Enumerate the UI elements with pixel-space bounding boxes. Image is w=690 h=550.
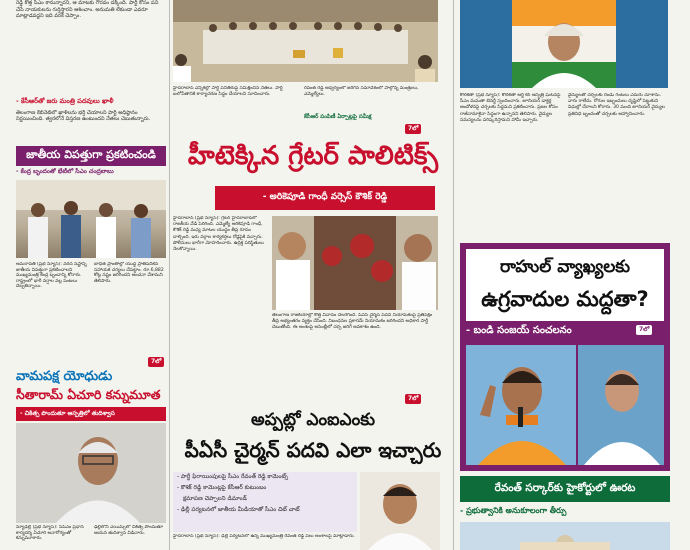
bullet-4: - ఢిల్లీ పర్యటనలో జాతీయ మీడియాతో సీఎం చిట్ చాట్ [177,507,300,513]
rahul-headline-1: రాహుల్ వ్యాఖ్యలకు [499,257,631,277]
story3-headline-1: వామపక్ష యోధుడు [16,369,113,384]
story-mim-body: హైదరాబాద్ (ప్రభ న్యూస్): ఢిల్లీ పర్యటనలో ఉన్న ముఖ్యమంత్రి రేవంత్ రెడ్డి పలు అంశాలపై మాట్లాడారు. [173,534,355,539]
bandi-sanjay-photo [466,345,576,465]
left-top-body: రెడ్డి కొత్త సీఎం కానున్నారని, ఆ మాటకు గౌరవం దక్కింది. పార్టీ కోసం పని చేసే నాయకులను గుర్తిస్తారని ఆశించాం. అనుమతి లేకుండా ఎవరూ మాట్లాడవద్దని ఇది వరకే చెప్పాం. [16,0,159,20]
meeting-hall-photo [173,0,438,82]
story-mim-bullets [173,472,357,532]
main-body-right: తెలంగాణ రాజకీయాల్లో కొత్త వివాదం చెలరేగింది. పీఏసీ చైర్మన్ పదవి నియామకంపై ప్రతిపక్షం తీవ్ర అభ్యంతరం వ్యక్తం చేసింది. నిబంధనల ప్రకారమే నియామకం జరిగిందని అధికార పార్టీ చెబుతోంది. ఈ అంశంపై అసెంబ్లీలో చర్చ జరిగే అవకాశం ఉంది. [272,313,433,331]
column-rule [169,0,170,550]
continue-badge[interactable]: 7లో [636,325,652,335]
story-mim-headline-1: అప్పట్లో ఎంఐఎంకు [251,410,375,430]
bullet-2: - కౌశిక్ రెడ్డి కామెంట్లపై కేసీఆర్ కుటుంబం [177,485,267,491]
story3-sub: - చికిత్స పొందుతూ ఆస్పత్రిలో తుదిశ్వాస [20,410,115,417]
right-top-body-right: వైద్యులతో చర్చలకు రెండు గంటలు ఎదురు చూశాను. వారు రాలేదు. రోగుల ఇబ్బందులు దృష్టిలో పెట్టుకుని విధుల్లో చేరాలని కోరారు. 30 మంది జూనియర్ వైద్యుల ప్రతినిధి బృందంతో చర్చలకు ఆహ్వానించారు. [568,93,665,117]
rahul-headline-2: ఉగ్రవాదుల మద్దతా? [481,287,649,311]
left-top-quote: - కేసీఆర్‌తో జరు మంత్రి పదవులు ఖాళీ [16,97,114,105]
rahul-sub: - బండి సంజయ్ సంచలనం [466,325,572,336]
main-body-left: హైదరాబాద్ (ప్రభ న్యూస్): గ్రేటర్ హైదరాబాద్‌లో రాజకీయ వేడి పెరిగింది. ఎమ్మెల్యే అరికెపూడి గాంధీ, కౌశిక్ రెడ్డి మధ్య మాటల యుద్ధం తీవ్ర రూపం దాల్చింది. ఇరు వర్గాల కార్యకర్తలు రోడ్లపైకి వచ్చారు. పోలీసులు భారీగా మోహరించారు. ఉద్రిక్త పరిస్థితులు నెలకొన్నాయి. [173,216,264,253]
story3-body-left: న్యూఢిల్లీ (ప్రభ న్యూస్): సీపీఎం ప్రధాన కార్యదర్శి ఏచూరి అనారోగ్యంతో కన్నుమూశారు. [16,525,84,542]
yechury-photo [16,423,166,523]
column-rule [453,0,454,550]
mamata-photo [460,0,668,88]
revanth-photo [360,472,440,550]
right-top-body-left: కోల్‌కతా (ప్రభ న్యూస్): కోల్‌కతా ఆర్జీ కర్ ఆస్పత్రి ఘటనపై సీఎం మమతా బెనర్జీ స్పందించారు. జూనియర్ డాక్టర్ల ఆందోళనపై చర్చలకు సిద్ధమని ప్రకటించారు. ప్రజల కోసం రాజీనామాకైనా సిద్ధంగా ఉన్నానని తెలిపారు. వైద్యుల సమస్యలను పరిష్కరిస్తామని హామీ ఇచ్చారు. [460,93,561,123]
left-top-body-2: తెలంగాణ కేబినెట్‌లో ఖాళీలను భర్తీ చేయాలని పార్టీ అధిష్ఠానం నిర్ణయించింది. త్వరలోనే విస్తరణ ఉంటుందని నేతలు చెబుతున్నారు. [16,110,151,123]
revanth-hc-sub: - ప్రభుత్వానికి అనుకూలంగా తీర్పు [460,506,567,515]
story2-body-right: బాధిత ప్రాంతాల్లో యుద్ధ ప్రాతిపదికన సహాయక చర్యలు చేపట్టాం. రూ.6,882 కోట్ల నష్టం జరిగిందని అంచనా వేశామని తెలిపారు. [94,262,164,284]
main-sub: - అరికెపూడి గాంధీ వర్సెస్ కౌశిక్ రెడ్డి [262,192,388,202]
continue-badge[interactable]: 7లో [148,357,164,367]
continue-badge[interactable]: 7లో [405,394,421,404]
bullet-1: - పార్టీ ఫిరాయింపులపై సీఎం రేవంత్ రెడ్డి కామెంట్స్ [177,474,289,480]
revanth-hc-headline-bar [460,476,670,502]
high-court-photo [460,522,670,550]
story2-body-left: అమరావతి (ప్రభ న్యూస్): వరద నష్టాన్ని జాతీయ విపత్తుగా ప్రకటించాలని ముఖ్యమంత్రి కేంద్ర బృందాన్ని కోరారు. రాష్ట్రంలో భారీ వర్షాల వల్ల పంటలు దెబ్బతిన్నాయి. [16,262,87,290]
continue-badge[interactable]: 7లో [405,124,421,134]
bullet-3: క్షమాపణ చెప్పాలని డిమాండ్ [183,496,247,502]
flood-meeting-photo [16,180,166,258]
caption-credit: కేసీఆర్ పంపిణీ ఏర్పాట్లపై సమీక్ష [304,114,372,120]
story2-sub: - కేంద్ర బృందంతో భేటీలో సీఎం చంద్రబాబు [16,168,114,175]
caption-right: రేవంత్ రెడ్డి ఆధ్వర్యంలో జరిగిన సమావేశంలో పాల్గొన్న మంత్రులు, ఎమ్మెల్యేలు. [304,86,419,97]
main-headline: హీటెక్కిన గ్రేటర్ పాలిటిక్స్ [187,141,439,171]
story3-sub-strip [16,407,166,421]
revanth-hc-headline: రేవంత్ సర్కార్‌కు హైకోర్టులో ఊరట [494,481,636,494]
story3-headline-2: సీతారామ్ ఏచూరి కన్నుమూత [16,387,161,402]
story-mim-headline-2: పీఏసీ చైర్మన్ పదవి ఎలా ఇచ్చారు [184,438,442,462]
caption-left: హైదరాబాద్ ఎన్నికల్లో పార్టీ పనితీరుపై సమీక్షించిన నేతలు. పార్టీ బలోపేతానికి కార్యాచరణ సిద్ధం చేయాలని సూచించారు. [173,86,283,97]
story2-headline-bar [16,146,166,166]
rahul-photo [578,345,664,465]
politicians-collage-photo [272,216,438,310]
main-sub-strip [215,186,435,210]
story3-body-right: ఢిల్లీలోని ఎయిమ్స్‌లో చికిత్స పొందుతూ ఆయన తుదిశ్వాస విడిచారు. [94,525,164,536]
story2-headline: జాతీయ విపత్తుగా ప్రకటించండి [26,148,156,161]
